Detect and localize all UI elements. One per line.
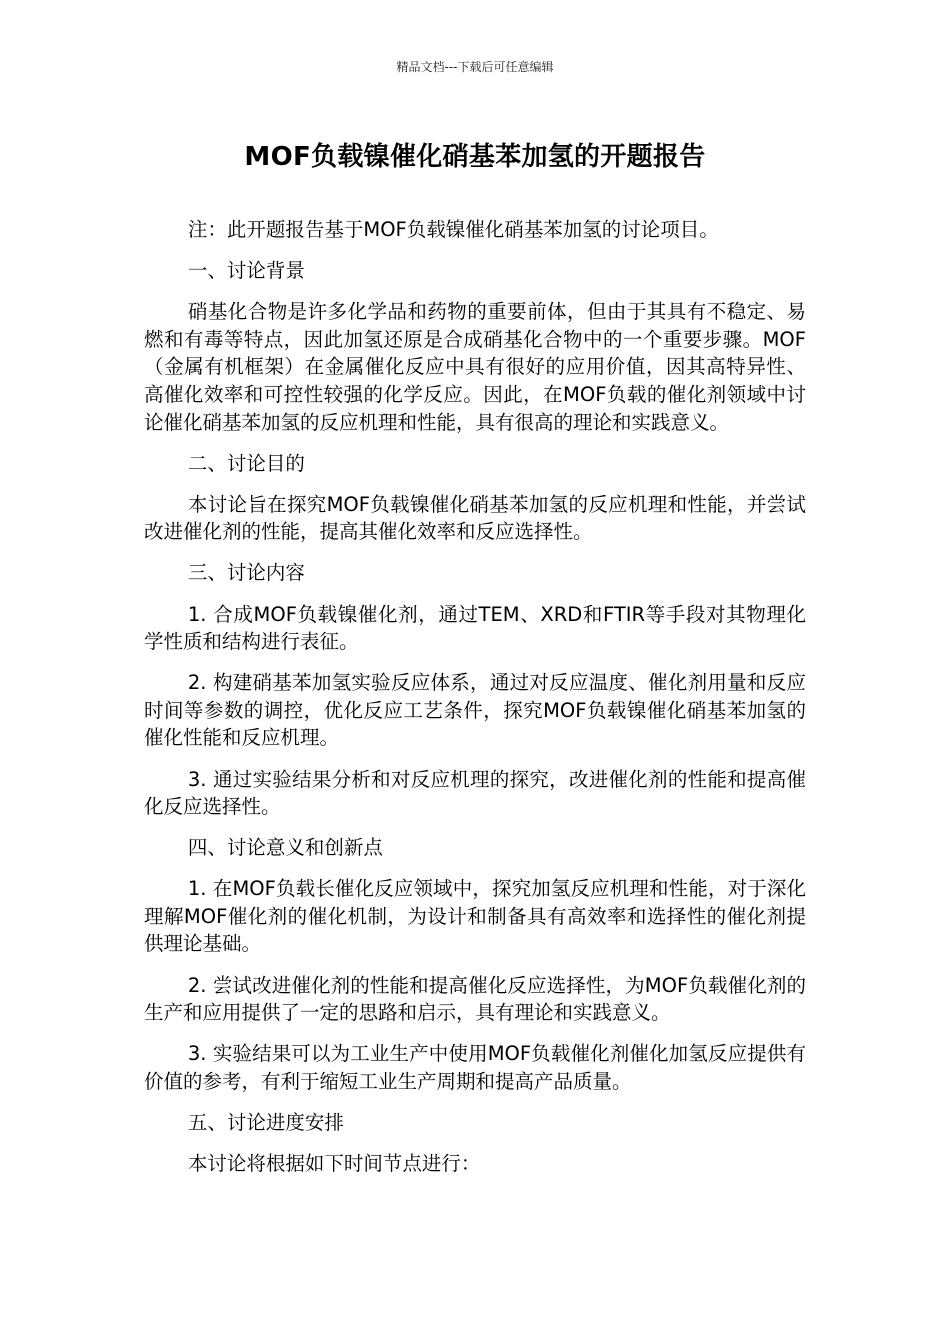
significance-item-2: 2. 尝试改进催化剂的性能和提高催化反应选择性，为MOF负载催化剂的生产和应用提供了一定的思路和启示，具有理论和实践意义。 [144, 973, 806, 1025]
note-paragraph: 注：此开题报告基于MOF负载镍催化硝基苯加氢的讨论项目。 [187, 218, 719, 241]
purpose-paragraph: 本讨论旨在探究MOF负载镍催化硝基苯加氢的反应机理和性能，并尝试改进催化剂的性能，提高其催化效率和反应选择性。 [144, 492, 806, 544]
document-body [144, 216, 806, 1191]
section-heading-content: 三、讨论内容 [187, 561, 305, 585]
content-item-2: 2. 构建硝基苯加氢实验反应体系，通过对反应温度、催化剂用量和反应时间等参数的调控，优化反应工艺条件，探究MOF负载镍催化硝基苯加氢的催化性能和反应机理。 [144, 671, 806, 750]
content-item-1: 1. 合成MOF负载镍催化剂，通过TEM、XRD和FTIR等手段对其物理化学性质和结构进行表征。 [144, 602, 806, 654]
header-note: 精品文档---下载后可任意编辑 [396, 60, 554, 74]
section-heading-significance: 四、讨论意义和创新点 [187, 836, 383, 860]
significance-item-3: 3. 实验结果可以为工业生产中使用MOF负载催化剂催化加氢反应提供有价值的参考，有利于缩短工业生产周期和提高产品质量。 [144, 1042, 806, 1093]
document-title: MOF负载镍催化硝基苯加氢的开题报告 [244, 142, 706, 172]
significance-item-1: 1. 在MOF负载长催化反应领域中，探究加氢反应机理和性能，对于深化理解MOF催化剂的催化机制，为设计和制备具有高效率和选择性的催化剂提供理论基础。 [144, 877, 806, 956]
content-item-3: 3. 通过实验结果分析和对反应机理的探究，改进催化剂的性能和提高催化反应选择性。 [144, 767, 806, 819]
section-heading-background: 一、讨论背景 [187, 259, 305, 283]
background-paragraph: 硝基化合物是许多化学品和药物的重要前体，但由于其具有不稳定、易燃和有毒等特点，因此加氢还原是合成硝基化合物中的一个重要步骤。MOF（金属有机框架）在金属催化反应中具有很好的应用价值，因其高特异性、高催化效率和可控性较强的化学反应。因此，在MOF负载的催化剂领域中讨论催化硝基苯加氢的反应机理和性能，具有很高的理论和实践意义。 [144, 300, 806, 434]
schedule-intro-paragraph: 本讨论将根据如下时间节点进行： [187, 1152, 481, 1176]
section-heading-purpose: 二、讨论目的 [187, 451, 305, 475]
section-heading-schedule: 五、讨论进度安排 [187, 1110, 344, 1134]
